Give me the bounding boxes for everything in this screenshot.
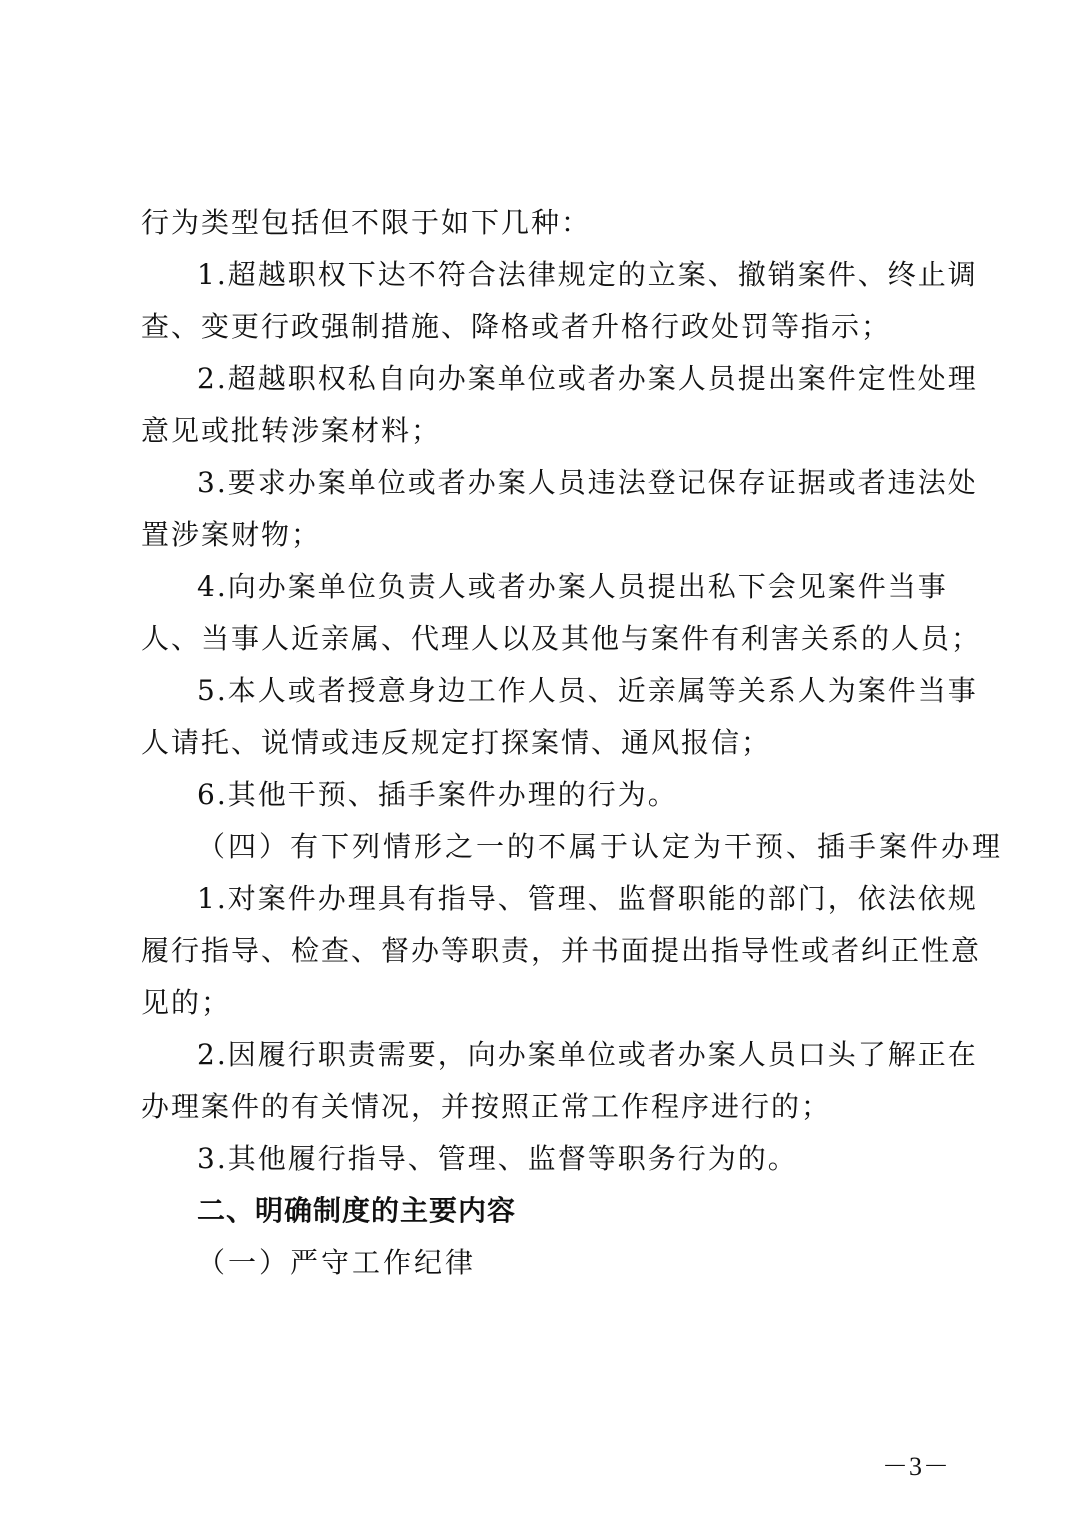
text-line: 置涉案财物； xyxy=(141,518,322,551)
text-line: 2.超越职权私自向办案单位或者办案人员提出案件定性处理 xyxy=(197,362,978,395)
text-line: 履行指导、检查、督办等职责，并书面提出指导性或者纠正性意 xyxy=(141,934,982,967)
text-line: 3.要求办案单位或者办案人员违法登记保存证据或者违法处 xyxy=(197,466,978,499)
subsection-heading: （一）严守工作纪律 xyxy=(197,1246,477,1279)
page-number: －3－ xyxy=(881,1452,950,1481)
text-line: 见的； xyxy=(141,986,232,1019)
text-line: 人请托、说情或违反规定打探案情、通风报信； xyxy=(141,726,772,759)
text-line: 4.向办案单位负责人或者办案人员提出私下会见案件当事 xyxy=(197,570,948,603)
text-line: 查、变更行政强制措施、降格或者升格行政处罚等指示； xyxy=(141,310,892,343)
text-line: 1.对案件办理具有指导、管理、监督职能的部门，依法依规 xyxy=(197,882,978,915)
text-line: 5.本人或者授意身边工作人员、近亲属等关系人为案件当事 xyxy=(197,674,978,707)
text-line: 2.因履行职责需要，向办案单位或者办案人员口头了解正在 xyxy=(197,1038,978,1071)
text-line: 人、当事人近亲属、代理人以及其他与案件有利害关系的人员； xyxy=(141,622,982,655)
text-line: 3.其他履行指导、管理、监督等职务行为的。 xyxy=(197,1142,798,1175)
text-line: 办理案件的有关情况，并按照正常工作程序进行的； xyxy=(141,1090,832,1123)
text-line: 1.超越职权下达不符合法律规定的立案、撤销案件、终止调 xyxy=(197,258,978,291)
section-heading: 二、明确制度的主要内容 xyxy=(197,1194,517,1227)
text-line: 行为类型包括但不限于如下几种： xyxy=(141,206,592,239)
text-line: 意见或批转涉案材料； xyxy=(141,414,442,447)
text-line: 6.其他干预、插手案件办理的行为。 xyxy=(197,778,678,811)
section-heading: （四）有下列情形之一的不属于认定为干预、插手案件办理 xyxy=(197,830,1004,863)
